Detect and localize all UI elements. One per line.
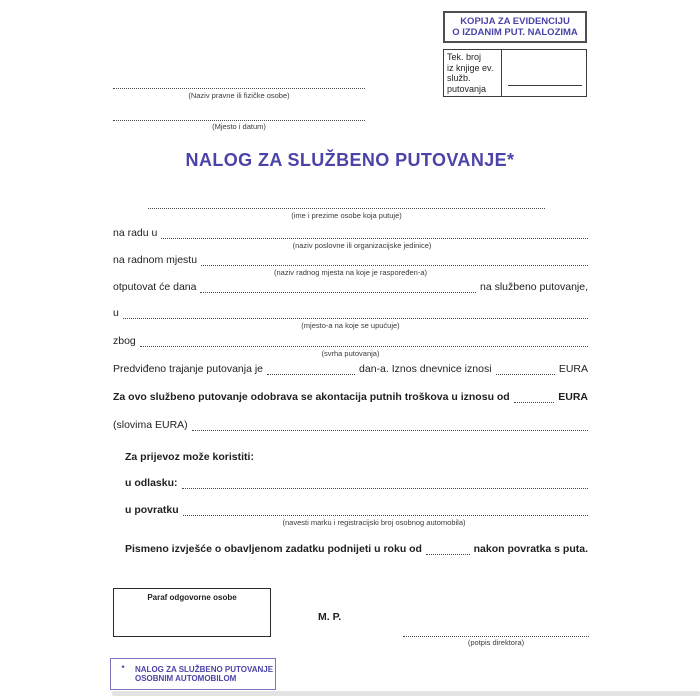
work-unit-field[interactable] [161, 226, 588, 239]
duration-days-field[interactable] [267, 362, 355, 375]
workplace-field[interactable] [201, 253, 588, 266]
director-signature-field[interactable] [403, 625, 589, 637]
page-title: NALOG ZA SLUŽBENO PUTOVANJE* [185, 150, 515, 170]
director-signature-caption: (potpis direktora) [467, 638, 525, 647]
stamp-placeholder: M. P. [318, 611, 342, 623]
departure-suffix: na službeno putovanje, [480, 281, 588, 293]
paraf-box-label: Paraf odgovorne osobe [147, 593, 237, 602]
purpose-caption: (svrha putovanja) [321, 349, 380, 358]
report-label: Pismeno izvješće o obavljenom zadatku podnijeti u roku od [125, 543, 422, 555]
footnote-box [110, 658, 276, 690]
org-name-caption: (Naziv pravne ili fizičke osobe) [188, 91, 290, 100]
amount-words-field[interactable] [192, 418, 588, 431]
copy-evidence-line1: KOPIJA ZA EVIDENCIJU [460, 15, 570, 27]
advance-amount-field[interactable] [514, 390, 555, 403]
serial-number-label: Tek. broj iz knjige ev. služb. putovanja [444, 50, 502, 96]
destination-label: u [113, 307, 119, 319]
org-name-field[interactable] [113, 77, 365, 89]
transport-return-label: u povratku [125, 504, 179, 516]
transport-return-field[interactable] [183, 503, 588, 516]
footnote-asterisk: * [121, 664, 125, 673]
departure-date-label: otputovat će dana [113, 281, 197, 293]
purpose-label: zbog [113, 335, 136, 347]
paraf-signature-box[interactable] [113, 588, 271, 637]
footnote-text: NALOG ZA SLUŽBENO PUTOVANJE OSOBNIM AUTOMOBILOM [135, 664, 274, 683]
work-unit-label: na radu u [113, 227, 158, 239]
serial-number-underline [508, 85, 582, 86]
serial-number-box [443, 49, 587, 97]
traveler-name-caption: (ime i prezime osobe koja putuje) [291, 211, 402, 220]
transport-heading: Za prijevoz može koristiti: [125, 451, 254, 463]
place-date-caption: (Mjesto i datum) [212, 122, 266, 131]
serial-number-field[interactable] [502, 50, 586, 96]
transport-outbound-label: u odlasku: [125, 477, 178, 489]
advance-currency-label: EURA [558, 391, 588, 403]
destination-caption: (mjesto-a na koje se upućuje) [301, 321, 400, 330]
purpose-field[interactable] [140, 334, 588, 347]
duration-label: Predviđeno trajanje putovanja je [113, 363, 264, 375]
report-suffix: nakon povratka s puta. [473, 543, 588, 555]
work-unit-caption: (naziv poslovne ili organizacijske jedinice) [292, 241, 432, 250]
copy-evidence-box [443, 11, 587, 43]
departure-date-field[interactable] [200, 280, 476, 293]
report-deadline-field[interactable] [426, 542, 470, 555]
advance-label: Za ovo službeno putovanje odobrava se akontacija putnih troškova u iznosu od [113, 391, 510, 403]
workplace-caption: (naziv radnog mjesta na koje je raspoređen-a) [274, 268, 427, 277]
per-diem-amount-field[interactable] [496, 362, 555, 375]
place-date-field[interactable] [113, 109, 365, 121]
traveler-name-field[interactable] [148, 197, 545, 209]
transport-outbound-field[interactable] [182, 476, 588, 489]
amount-words-label: (slovima EURA) [113, 419, 188, 431]
copy-evidence-line2: O IZDANIM PUT. NALOZIMA [452, 27, 578, 38]
scan-edge-shadow [112, 691, 700, 696]
destination-field[interactable] [123, 306, 588, 319]
duration-currency-label: EURA [558, 363, 588, 375]
workplace-label: na radnom mjestu [113, 254, 198, 266]
duration-mid-label: dan-a. Iznos dnevnice iznosi [359, 363, 492, 375]
transport-return-caption: (navesti marku i registracijski broj osobnog automobila) [282, 518, 466, 527]
